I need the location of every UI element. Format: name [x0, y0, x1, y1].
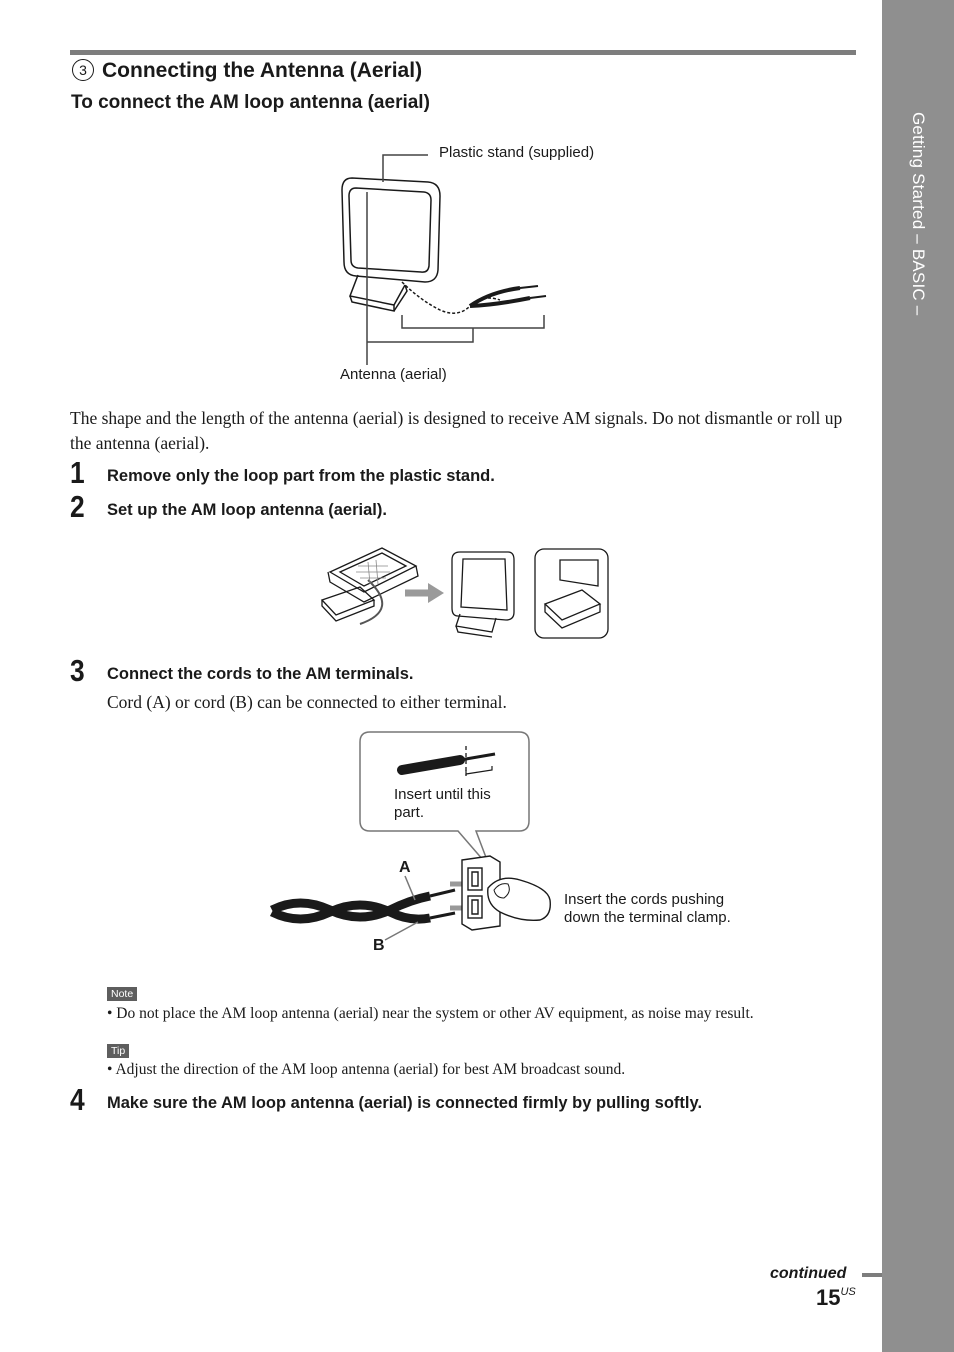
- step-2-number: 2: [70, 489, 85, 524]
- cord-a-label: A: [399, 859, 411, 876]
- callout-line-1: Insert until this: [394, 786, 491, 803]
- page-number-suffix: US: [840, 1286, 856, 1298]
- section-number: 3: [72, 59, 94, 81]
- step-3-number: 3: [70, 653, 85, 688]
- step-3-text: Connect the cords to the AM terminals.: [107, 665, 414, 683]
- section-title-text: Connecting the Antenna (Aerial): [102, 59, 423, 82]
- callout-line-2: part.: [394, 804, 425, 821]
- page-number: [816, 1285, 856, 1311]
- intro-paragraph: The shape and the length of the antenna (aerial) is designed to receive AM signals. Do not dismantle or roll up the antenna (aerial).: [70, 408, 843, 453]
- tip-text: • Adjust the direction of the AM loop antenna (aerial) for best AM broadcast sound.: [107, 1061, 626, 1078]
- antenna-label: Antenna (aerial): [340, 366, 447, 383]
- step-1-number: 1: [70, 455, 85, 490]
- terminal-label-line-2: down the terminal clamp.: [564, 909, 731, 926]
- step-4-text: Make sure the AM loop antenna (aerial) is connected firmly by pulling softly.: [107, 1094, 703, 1112]
- tip-badge: Tip: [107, 1044, 129, 1058]
- continued-bar: [862, 1273, 882, 1277]
- section-subtitle: To connect the AM loop antenna (aerial): [71, 92, 430, 113]
- side-tab-label: Getting Started – BASIC –: [909, 112, 928, 316]
- step-2-text: Set up the AM loop antenna (aerial).: [107, 501, 387, 519]
- plastic-stand-label: Plastic stand (supplied): [439, 144, 595, 161]
- step-3-detail: Cord (A) or cord (B) can be connected to either terminal.: [107, 692, 507, 712]
- page-number-value: 15: [816, 1285, 841, 1310]
- note-badge: Note: [107, 987, 137, 1001]
- note-text: • Do not place the AM loop antenna (aerial) near the system or other AV equipment, as noise may result.: [107, 1005, 754, 1022]
- continued-label: continued: [770, 1265, 847, 1282]
- step-4-number: 4: [70, 1082, 85, 1117]
- cord-b-label: B: [373, 937, 385, 954]
- terminal-label-line-1: Insert the cords pushing: [564, 891, 725, 908]
- step-1-text: Remove only the loop part from the plastic stand.: [107, 467, 495, 485]
